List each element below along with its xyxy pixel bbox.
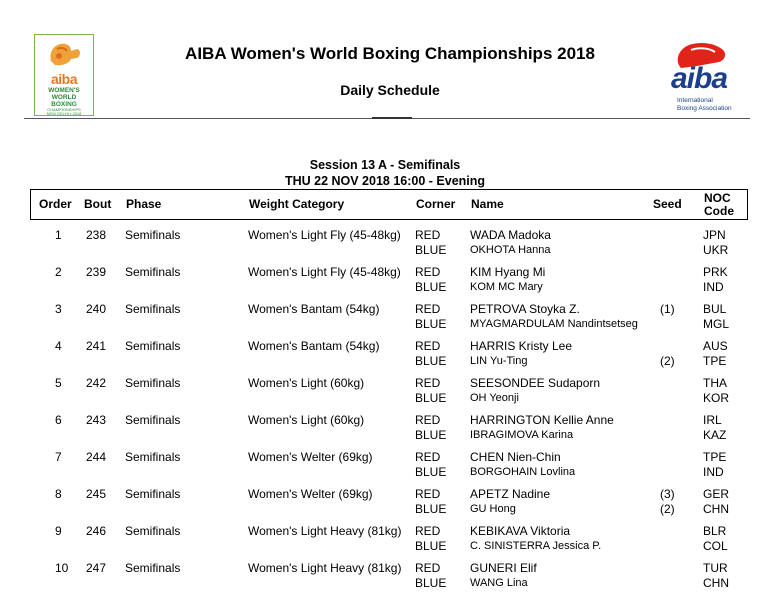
bout-order: 1 bbox=[55, 228, 62, 242]
logo-aiba-text: aiba bbox=[50, 71, 77, 87]
logo-line-2: WORLD bbox=[51, 94, 77, 101]
bout-number: 238 bbox=[86, 228, 107, 242]
col-corner: Corner bbox=[416, 197, 456, 211]
corner-red: RED bbox=[415, 561, 441, 575]
noc-red: JPN bbox=[703, 228, 726, 242]
bout-phase: Semifinals bbox=[125, 524, 181, 538]
bout-order: 2 bbox=[55, 265, 62, 279]
bout-phase: Semifinals bbox=[125, 413, 181, 427]
col-bout: Bout bbox=[84, 197, 112, 211]
bout-number: 246 bbox=[86, 524, 107, 538]
header-divider-mark bbox=[372, 117, 412, 119]
bout-phase: Semifinals bbox=[125, 265, 181, 279]
bout-order: 7 bbox=[55, 450, 62, 464]
noc-red: TUR bbox=[703, 561, 728, 575]
bout-number: 242 bbox=[86, 376, 107, 390]
corner-blue: BLUE bbox=[415, 539, 447, 553]
noc-blue: CHN bbox=[703, 502, 729, 516]
noc-blue: IND bbox=[703, 280, 724, 294]
bout-weight-category: Women's Light (60kg) bbox=[248, 413, 365, 427]
corner-blue: BLUE bbox=[415, 354, 447, 368]
col-phase: Phase bbox=[126, 197, 162, 211]
col-order: Order bbox=[39, 197, 72, 211]
boxer-name-blue: OH Yeonji bbox=[470, 392, 519, 404]
corner-red: RED bbox=[415, 265, 441, 279]
corner-red: RED bbox=[415, 339, 441, 353]
bout-phase: Semifinals bbox=[125, 302, 181, 316]
bout-number: 243 bbox=[86, 413, 107, 427]
boxer-name-red: HARRINGTON Kellie Anne bbox=[470, 413, 614, 427]
seed-blue: (2) bbox=[660, 502, 675, 516]
boxer-name-red: KEBIKAVA Viktoria bbox=[470, 524, 571, 538]
corner-red: RED bbox=[415, 302, 441, 316]
noc-blue: COL bbox=[703, 539, 728, 553]
boxer-name-blue: IBRAGIMOVA Karina bbox=[470, 429, 574, 441]
page-subtitle: Daily Schedule bbox=[340, 82, 440, 98]
bout-phase: Semifinals bbox=[125, 339, 181, 353]
noc-red: GER bbox=[703, 487, 730, 501]
bout-number: 241 bbox=[86, 339, 107, 353]
corner-blue: BLUE bbox=[415, 502, 447, 516]
bout-order: 6 bbox=[55, 413, 62, 427]
bout-weight-category: Women's Light (60kg) bbox=[248, 376, 365, 390]
logo-line-5: NEW DELHI • 2018 bbox=[46, 111, 82, 116]
bout-order: 4 bbox=[55, 339, 62, 353]
bout-phase: Semifinals bbox=[125, 450, 181, 464]
bout-weight-category: Women's Bantam (54kg) bbox=[248, 302, 380, 316]
noc-blue: IND bbox=[703, 465, 724, 479]
bout-number: 245 bbox=[86, 487, 107, 501]
boxer-name-red: HARRIS Kristy Lee bbox=[470, 339, 573, 353]
aiba-logo bbox=[667, 40, 747, 114]
corner-blue: BLUE bbox=[415, 317, 447, 331]
bout-weight-category: Women's Light Fly (45-48kg) bbox=[248, 265, 401, 279]
noc-red: TPE bbox=[703, 450, 727, 464]
seed-red: (1) bbox=[660, 302, 675, 316]
noc-blue: TPE bbox=[703, 354, 727, 368]
table-header bbox=[30, 189, 748, 220]
bout-weight-category: Women's Bantam (54kg) bbox=[248, 339, 380, 353]
aiba-logo-word: aiba bbox=[671, 62, 728, 95]
noc-red: BLR bbox=[703, 524, 727, 538]
boxer-name-red: GUNERI Elif bbox=[470, 561, 537, 575]
col-noc: NOC bbox=[704, 191, 731, 205]
boxer-name-blue: MYAGMARDULAM Nandintsetseg bbox=[470, 318, 638, 330]
col-noc-code: Code bbox=[704, 204, 734, 218]
noc-blue: UKR bbox=[703, 243, 729, 257]
corner-blue: BLUE bbox=[415, 391, 447, 405]
corner-blue: BLUE bbox=[415, 428, 447, 442]
boxer-name-blue: GU Hong bbox=[470, 503, 516, 515]
bout-weight-category: Women's Welter (69kg) bbox=[248, 487, 373, 501]
bout-phase: Semifinals bbox=[125, 561, 181, 575]
session-title: Session 13 A - Semifinals bbox=[309, 158, 461, 172]
aiba-logo-sub-line-2: Boxing Association bbox=[677, 105, 732, 112]
corner-blue: BLUE bbox=[415, 243, 447, 257]
session-date: THU 22 NOV 2018 16:00 - Evening bbox=[284, 174, 486, 188]
page-title: AIBA Women's World Boxing Championships 2018 bbox=[185, 44, 595, 63]
bout-weight-category: Women's Welter (69kg) bbox=[248, 450, 373, 464]
logo-line-4: CHAMPIONSHIPS bbox=[47, 107, 81, 112]
boxer-name-blue: OKHOTA Hanna bbox=[470, 244, 551, 256]
bout-order: 10 bbox=[55, 561, 69, 575]
corner-red: RED bbox=[415, 450, 441, 464]
bout-phase: Semifinals bbox=[125, 376, 181, 390]
boxer-name-red: CHEN Nien-Chin bbox=[470, 450, 561, 464]
bout-weight-category: Women's Light Fly (45-48kg) bbox=[248, 228, 401, 242]
corner-blue: BLUE bbox=[415, 465, 447, 479]
noc-blue: CHN bbox=[703, 576, 729, 590]
bout-number: 240 bbox=[86, 302, 107, 316]
championship-logo bbox=[34, 34, 94, 116]
bout-order: 3 bbox=[55, 302, 62, 316]
col-name: Name bbox=[471, 197, 504, 211]
col-weight-category: Weight Category bbox=[249, 197, 345, 211]
boxer-name-red: KIM Hyang Mi bbox=[470, 265, 546, 279]
noc-blue: MGL bbox=[703, 317, 730, 331]
seed-blue: (2) bbox=[660, 354, 675, 368]
corner-red: RED bbox=[415, 524, 441, 538]
noc-red: AUS bbox=[703, 339, 728, 353]
boxer-name-red: PETROVA Stoyka Z. bbox=[470, 302, 580, 316]
col-seed: Seed bbox=[653, 197, 682, 211]
logo-line-1: WOMEN'S bbox=[48, 87, 80, 94]
boxer-name-blue: LIN Yu-Ting bbox=[470, 355, 528, 367]
boxer-name-red: APETZ Nadine bbox=[470, 487, 551, 501]
boxer-name-blue: BORGOHAIN Lovlina bbox=[470, 466, 576, 478]
corner-red: RED bbox=[415, 413, 441, 427]
boxer-name-blue: C. SINISTERRA Jessica P. bbox=[470, 540, 602, 552]
corner-red: RED bbox=[415, 487, 441, 501]
bout-number: 247 bbox=[86, 561, 107, 575]
corner-blue: BLUE bbox=[415, 576, 447, 590]
corner-red: RED bbox=[415, 376, 441, 390]
bout-order: 8 bbox=[55, 487, 62, 501]
boxer-name-red: SEESONDEE Sudaporn bbox=[470, 376, 601, 390]
noc-blue: KAZ bbox=[703, 428, 727, 442]
corner-blue: BLUE bbox=[415, 280, 447, 294]
aiba-logo-subtitle bbox=[677, 97, 732, 113]
logo-line-3: BOXING bbox=[51, 101, 77, 108]
corner-red: RED bbox=[415, 228, 441, 242]
bout-number: 244 bbox=[86, 450, 107, 464]
noc-red: PRK bbox=[703, 265, 728, 279]
noc-blue: KOR bbox=[703, 391, 730, 405]
bout-phase: Semifinals bbox=[125, 487, 181, 501]
noc-red: BUL bbox=[703, 302, 727, 316]
seed-red: (3) bbox=[660, 487, 675, 501]
bout-phase: Semifinals bbox=[125, 228, 181, 242]
boxer-name-blue: KOM MC Mary bbox=[470, 281, 543, 293]
aiba-logo-sub-line-1: International bbox=[677, 97, 713, 104]
bout-order: 5 bbox=[55, 376, 62, 390]
bout-weight-category: Women's Light Heavy (81kg) bbox=[248, 561, 402, 575]
bout-weight-category: Women's Light Heavy (81kg) bbox=[248, 524, 402, 538]
noc-red: IRL bbox=[703, 413, 722, 427]
bout-number: 239 bbox=[86, 265, 107, 279]
boxer-name-blue: WANG Lina bbox=[470, 577, 528, 589]
noc-red: THA bbox=[703, 376, 727, 390]
boxing-glove-icon bbox=[47, 39, 83, 69]
boxer-name-red: WADA Madoka bbox=[470, 228, 551, 242]
bout-order: 9 bbox=[55, 524, 62, 538]
